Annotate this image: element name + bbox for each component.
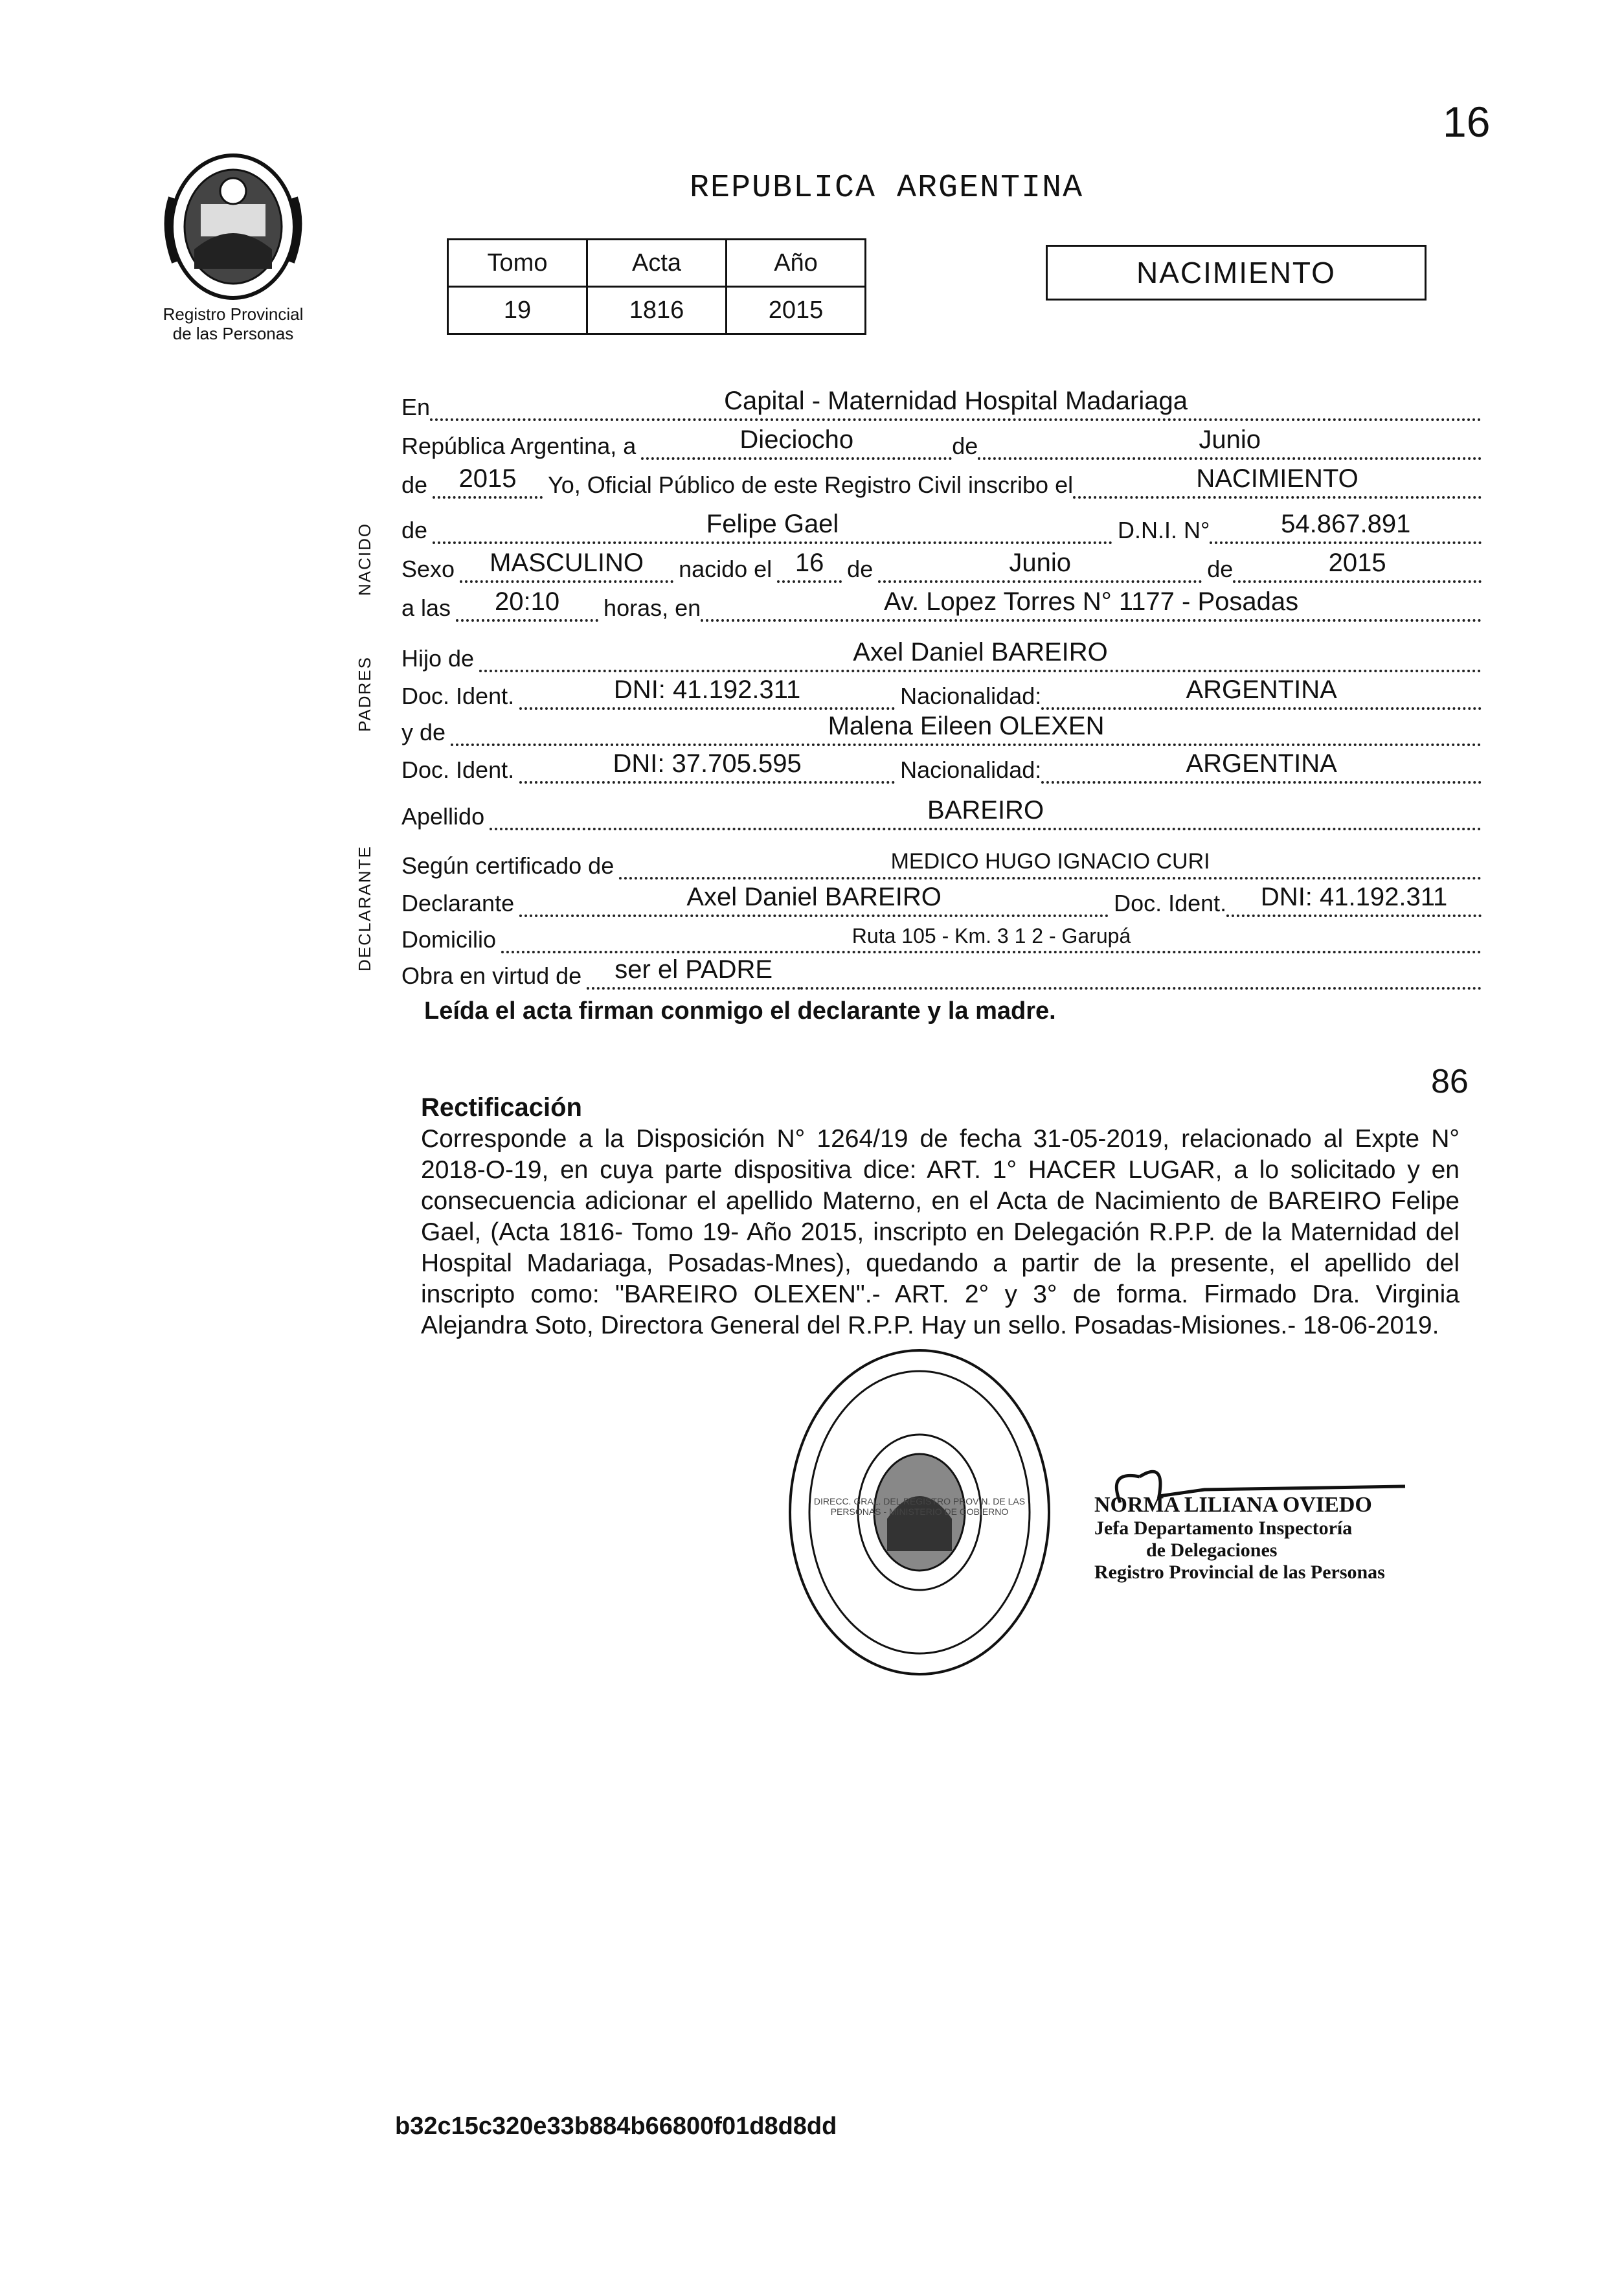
row-en xyxy=(401,382,1482,421)
value-anio: 2015 xyxy=(458,464,517,493)
label-doc-madre: Doc. Ident. xyxy=(401,756,515,783)
label-horas-en: horas, en xyxy=(603,595,701,621)
ref-header-acta: Acta xyxy=(587,240,727,287)
row-certificado xyxy=(401,841,1482,880)
label-en: En xyxy=(401,394,431,420)
label-apellido: Apellido xyxy=(401,803,485,830)
stamp-text: DIRECC. GRAL. DEL REGISTRO PROVIN. DE LAS PERSONAS - MINISTERIO DE GOBIERNO xyxy=(813,1496,1026,1517)
rectificacion-title: Rectificación xyxy=(421,1093,582,1122)
value-madre-nac: ARGENTINA xyxy=(1186,749,1337,778)
signature-role-1: Jefa Departamento Inspectoría xyxy=(1094,1517,1353,1539)
row-nombre xyxy=(401,505,1482,544)
value-nac-mes: Junio xyxy=(1009,549,1072,577)
section-label-nacido: NACIDO xyxy=(355,522,374,596)
label-de-5: de xyxy=(1207,556,1234,582)
label-a-las: a las xyxy=(401,595,451,621)
value-hora: 20:10 xyxy=(494,587,560,616)
value-dni: 54.867.891 xyxy=(1281,510,1411,538)
row-madre-doc xyxy=(401,745,1482,784)
document-hash: b32c15c320e33b884b66800f01d8d8dd xyxy=(395,2113,837,2140)
provincial-seal-icon xyxy=(155,146,311,301)
signature-name: NORMA LILIANA OVIEDO xyxy=(1094,1493,1372,1517)
row-sexo xyxy=(401,544,1482,583)
label-dni: D.N.I. N° xyxy=(1118,517,1210,543)
firma-text: Leída el acta firman conmigo el declarante y la madre. xyxy=(424,997,1056,1025)
label-doc-padre: Doc. Ident. xyxy=(401,683,515,709)
value-domicilio: Ruta 105 - Km. 3 1 2 - Garupá xyxy=(851,924,1131,948)
row-domicilio xyxy=(401,914,1482,953)
value-certificado: MEDICO HUGO IGNACIO CURI xyxy=(890,849,1210,874)
ref-value-tomo: 19 xyxy=(448,287,587,334)
row-apellido xyxy=(401,791,1482,830)
label-nacionalidad-padre: Nacionalidad: xyxy=(900,683,1042,709)
ref-table xyxy=(447,238,866,335)
label-republica: República Argentina, a xyxy=(401,433,637,459)
value-lugar-nacimiento: Av. Lopez Torres N° 1177 - Posadas xyxy=(884,587,1299,616)
value-declarante-doc: DNI: 41.192.311 xyxy=(1260,883,1448,911)
ref-header-tomo: Tomo xyxy=(448,240,587,287)
value-madre-doc: DNI: 37.705.595 xyxy=(613,749,802,778)
row-madre xyxy=(401,707,1482,746)
page-number: 16 xyxy=(1443,98,1491,146)
value-mes: Junio xyxy=(1199,426,1261,454)
registry-label-line2: de las Personas xyxy=(172,324,294,343)
row-hora xyxy=(401,583,1482,622)
label-de-3: de xyxy=(401,517,428,543)
registry-logo xyxy=(155,146,311,343)
rectificacion-body: Corresponde a la Disposición N° 1264/19 de fecha 31-05-2019, relacionado al Expte N° 2018-O-19, en cuya parte dispositiva dice: ART. 1° HACER LUGAR, a lo solicitado y en consecuencia adicionar el apellido Materno, en el Acta de Nacimiento de BAREIRO Felipe Gael, (Acta 1816- Tomo 19- Año 2015, inscripto en Delegación R.P.P. de la Maternidad del Hospital Madariaga, Posadas-Mnes), quedando a partir de la presente, el apellido del inscripto como: "BAREIRO OLEXEN".- ART. 2° y 3° de forma. Firmado Dra. Virginia Alejandra Soto, Directora General del R.P.P. Hay un sello. Posadas-Misiones.- 18-06-2019. xyxy=(421,1125,1460,1339)
label-certificado: Según certificado de xyxy=(401,852,615,879)
value-nombre: Felipe Gael xyxy=(706,510,839,538)
value-apellido: BAREIRO xyxy=(927,796,1044,824)
row-declarante xyxy=(401,878,1482,917)
rectificacion-number: 86 xyxy=(1431,1063,1469,1100)
label-obra: Obra en virtud de xyxy=(401,962,582,989)
value-obra: ser el PADRE xyxy=(615,955,773,984)
value-madre: Malena Eileen OLEXEN xyxy=(828,712,1105,740)
value-lugar-inscripcion: Capital - Maternidad Hospital Madariaga xyxy=(724,387,1188,415)
act-type-box: NACIMIENTO xyxy=(1046,245,1427,301)
signature-role-2: de Delegaciones xyxy=(1146,1539,1278,1561)
row-obra xyxy=(401,951,1482,990)
label-declarante: Declarante xyxy=(401,890,515,916)
signature-block xyxy=(1094,1457,1444,1584)
label-nacido-el: nacido el xyxy=(679,556,773,582)
label-doc-declarante: Doc. Ident. xyxy=(1114,890,1227,916)
value-declarante: Axel Daniel BAREIRO xyxy=(686,883,942,911)
label-hijo-de: Hijo de xyxy=(401,645,475,672)
section-label-padres: PADRES xyxy=(355,656,374,732)
label-de-1: de xyxy=(952,433,978,459)
value-padre: Axel Daniel BAREIRO xyxy=(853,638,1108,666)
ref-value-acta: 1816 xyxy=(587,287,727,334)
document-title: REPUBLICA ARGENTINA xyxy=(690,170,1084,207)
value-tipo: NACIMIENTO xyxy=(1196,464,1359,493)
label-domicilio: Domicilio xyxy=(401,926,497,953)
signature-role-3: Registro Provincial de las Personas xyxy=(1094,1562,1385,1583)
official-stamp xyxy=(784,1344,1055,1681)
row-anio xyxy=(401,460,1482,499)
label-oficial: Yo, Oficial Público de este Registro Civil inscribo el xyxy=(548,471,1074,498)
label-de-2: de xyxy=(401,471,428,498)
value-padre-nac: ARGENTINA xyxy=(1186,676,1337,704)
label-de-4: de xyxy=(847,556,874,582)
row-padre xyxy=(401,633,1482,672)
label-nacionalidad-madre: Nacionalidad: xyxy=(900,756,1042,783)
row-fecha xyxy=(401,421,1482,460)
section-label-declarante: DECLARANTE xyxy=(355,845,374,971)
value-padre-doc: DNI: 41.192.311 xyxy=(613,676,801,704)
ref-header-anio: Año xyxy=(727,240,866,287)
registry-label-line1: Registro Provincial xyxy=(163,304,304,324)
value-nac-anio: 2015 xyxy=(1328,549,1386,577)
value-nac-dia: 16 xyxy=(795,549,824,577)
ref-value-anio: 2015 xyxy=(727,287,866,334)
value-sexo: MASCULINO xyxy=(490,549,644,577)
label-sexo: Sexo xyxy=(401,556,455,582)
label-y-de: y de xyxy=(401,719,446,745)
row-padre-doc xyxy=(401,671,1482,710)
value-dia: Dieciocho xyxy=(739,426,854,454)
